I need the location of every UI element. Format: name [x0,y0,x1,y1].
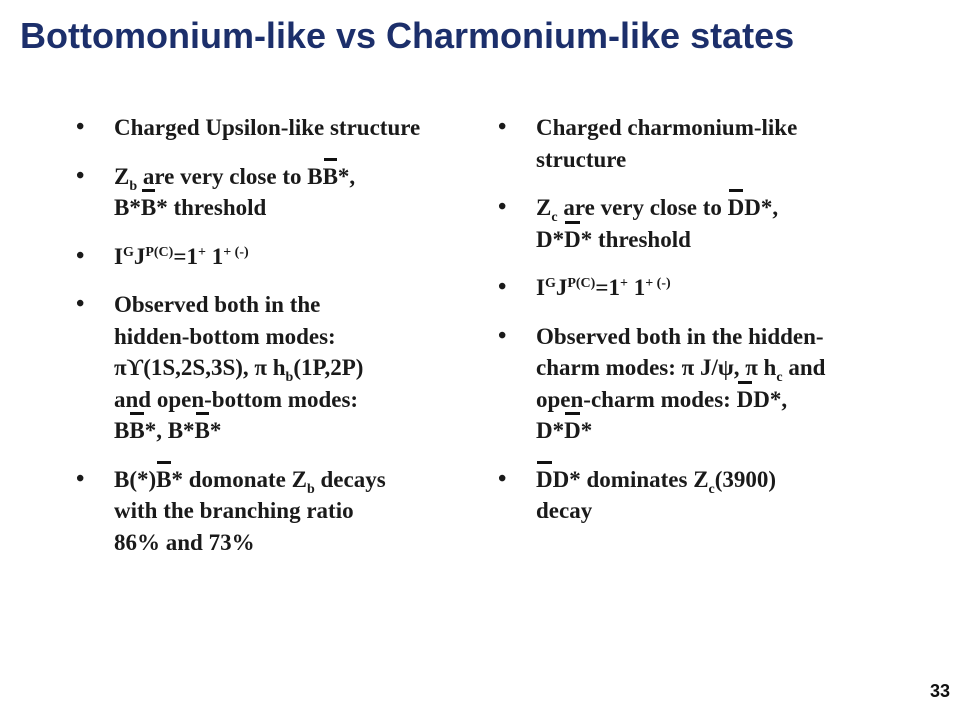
right-bullet-2 [498,192,878,255]
b-bar-meson: B [323,161,338,193]
d-star-meson: D* [536,418,565,443]
quantum-value: =1 [173,243,198,269]
b-star-meson: B(*) [114,466,157,492]
g-parity: G [122,244,134,260]
left-column [76,112,436,575]
zc-symbol: Z [536,195,552,220]
d-meson: D [744,195,761,220]
branching-line: with the branching ratio [114,498,354,523]
right-bullet-1 [498,112,878,175]
star-comma: *, [337,163,356,189]
threshold-text: * threshold [580,226,691,252]
star-text: * [209,418,222,443]
right-bullet-5 [498,464,878,527]
right-bullet-1-text: Charged charmonium-like structure [536,115,798,172]
hb-subscript: b [285,370,294,385]
right-column [498,112,878,544]
decay-text: decay [536,498,593,523]
g-parity: G [544,276,556,291]
d-meson: D [753,386,770,412]
plus-superscript: + [619,276,628,291]
left-bullet-1 [76,112,436,144]
right-bullet-list [498,112,878,527]
zb-subscript: b [129,178,138,194]
parity-superscript: P(C) [567,276,596,291]
plus-minus-superscript: + (-) [645,276,671,291]
hc-subscript: c [776,370,783,385]
dominates-text: * dominates Z [569,466,709,492]
zb-symbol: Z [114,163,130,189]
mass-value: (3900) [714,466,777,492]
d-bar-meson: D [564,224,581,256]
right-bullet-2-text: are very close to [557,195,728,220]
left-bullet-1-text: Charged Upsilon-like structure [114,115,421,140]
b-bar-meson: B [129,415,144,447]
d-bar-meson: D [536,464,553,496]
star-comma: *, [769,386,788,412]
right-bullet-3 [498,272,878,304]
observed-line: Observed both in the [114,292,321,317]
isospin-symbol: I [114,243,123,269]
left-bullet-5 [76,464,436,559]
slide-title: Bottomonium-like vs Charmonium-like states [20,15,795,56]
d-bar-meson: D [728,192,745,224]
upsilon-modes: πϒ(1S,2S,3S), π h [114,355,286,380]
left-bullet-list [76,112,436,558]
open-bottom-line: and open-bottom modes: [114,386,359,412]
spin-symbol: J [133,243,146,269]
zc-subscript: c [551,210,558,225]
plus-superscript: + [197,244,206,260]
b-bar-meson: B [141,192,156,224]
left-bullet-4 [76,289,436,447]
open-charm-line: open-charm modes: [536,386,737,412]
b-star-meson: B* [114,195,141,220]
d-bar-meson: D [564,415,581,447]
b-meson: B [114,418,130,443]
right-bullet-4 [498,321,878,447]
star-comma: *, [760,195,779,220]
and-text: and [782,355,826,380]
zc-subscript: c [708,481,715,497]
slide-number: 33 [929,681,950,701]
quantum-value-2: 1 [627,275,646,300]
zb-subscript: b [306,481,315,497]
d-star-meson: D* [536,226,565,252]
observed-line: Observed both in the hidden- [536,323,824,349]
isospin-symbol: I [536,275,545,300]
decays-text: decays [314,466,386,492]
left-bullet-3 [76,241,436,273]
quantum-value-2: 1 [205,243,224,269]
d-bar-meson: D [737,384,754,416]
star-text: * [580,418,593,443]
left-bullet-2 [76,161,436,224]
quantum-value: =1 [595,275,620,300]
b-meson: B [307,163,323,189]
parity-superscript: P(C) [145,244,174,260]
ratio-values: 86% and 73% [114,529,255,555]
d-meson: D [552,466,570,492]
plus-minus-superscript: + (-) [223,244,249,260]
threshold-text: * threshold [156,195,267,220]
domonate-text: * domonate Z [171,466,307,492]
hidden-bottom-line: hidden-bottom modes: [114,323,336,349]
hb-states: (1P,2P) [293,355,364,380]
b-bar-meson: B [156,464,171,496]
left-bullet-2-text: are very close to [137,163,308,189]
charm-modes: charm modes: π J/ψ, π h [536,355,777,380]
spin-symbol: J [555,275,568,300]
star-text: *, B* [144,418,195,443]
b-bar-meson: B [195,415,210,447]
